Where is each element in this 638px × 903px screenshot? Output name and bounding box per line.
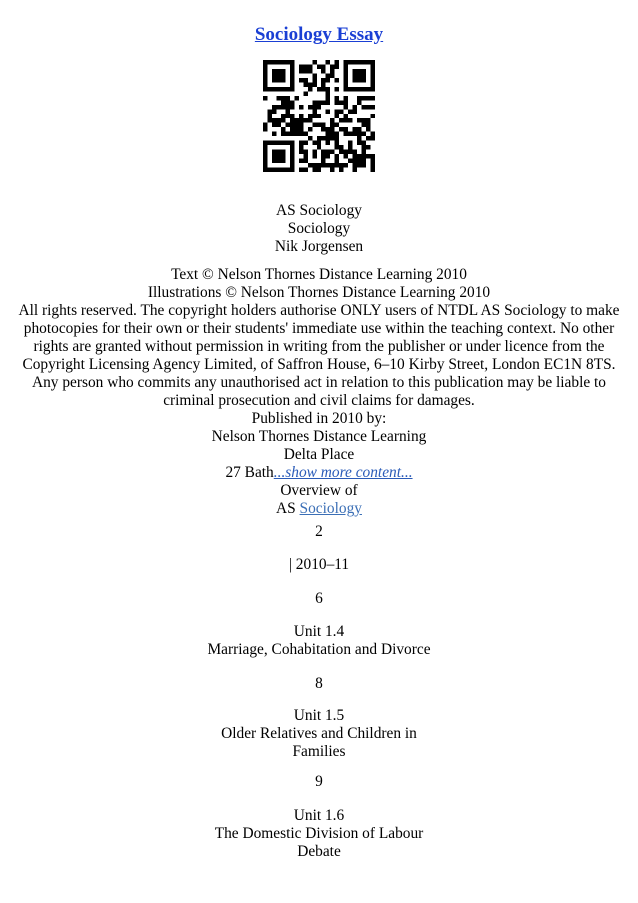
title-container	[0, 26, 638, 45]
toc-page-number-text: 9	[315, 773, 323, 790]
publisher-line: Delta Place	[283, 446, 355, 463]
sociology-link[interactable]: Sociology	[299, 500, 362, 517]
toc-year	[0, 556, 638, 574]
toc-page-number-text: 6	[315, 590, 323, 607]
copyright-line: rights are granted without permission in writing from the publisher or under licence from the	[33, 338, 605, 355]
copyright-notice	[0, 266, 638, 518]
unit-title: Families	[292, 743, 346, 760]
toc-unit	[0, 623, 638, 659]
cover-info	[0, 202, 638, 256]
copyright-line: Any person who commits any unauthorised act in relation to this publication may be liable to	[31, 374, 607, 391]
unit-label: Unit 1.6	[293, 807, 345, 824]
unit-title: The Domestic Division of Labour	[214, 825, 424, 842]
course-name: AS Sociology	[276, 202, 362, 219]
copyright-line: Illustrations © Nelson Thornes Distance Learning 2010	[147, 284, 491, 301]
overview-subject-line	[0, 500, 638, 518]
publisher-line: Published in 2010 by:	[251, 410, 387, 427]
unit-title: Debate	[297, 843, 341, 860]
copyright-line: Text © Nelson Thornes Distance Learning 2010	[171, 266, 467, 283]
copyright-line: photocopies for their own or their students' immediate use within the teaching context. No other	[23, 320, 615, 337]
toc-page-number-text: 8	[315, 675, 323, 692]
toc-unit	[0, 707, 638, 761]
show-more-link[interactable]: ...show more content...	[273, 464, 413, 481]
toc-page-number	[0, 675, 638, 693]
author-name: Nik Jorgensen	[274, 238, 364, 255]
publisher-line: Nelson Thornes Distance Learning	[211, 428, 427, 445]
unit-title: Marriage, Cohabitation and Divorce	[207, 641, 431, 658]
toc-page-number-text: 2	[315, 523, 323, 540]
qr-code-icon	[263, 60, 375, 172]
copyright-line: All rights reserved. The copyright holders authorise ONLY users of NTDL AS Sociology to make	[18, 302, 620, 319]
toc-page-number	[0, 523, 638, 541]
copyright-line: Copyright Licensing Agency Limited, of Saffron House, 6–10 Kirby Street, London EC1N 8TS.	[22, 356, 616, 373]
address-line	[0, 464, 638, 482]
overview-prefix: AS	[276, 500, 300, 517]
toc-page-number	[0, 773, 638, 791]
toc-unit	[0, 807, 638, 861]
subject-name: Sociology	[287, 220, 351, 237]
address-prefix: 27 Bath	[225, 464, 274, 481]
unit-title: Older Relatives and Children in	[221, 725, 417, 742]
toc-page-number	[0, 590, 638, 608]
copyright-line: criminal prosecution and civil claims for damages.	[163, 392, 475, 409]
toc-year-text: | 2010–11	[288, 556, 350, 573]
unit-label: Unit 1.5	[293, 707, 345, 724]
overview-line: Overview of	[280, 482, 358, 499]
unit-label: Unit 1.4	[293, 623, 345, 640]
page-title-link[interactable]: Sociology Essay	[254, 24, 384, 45]
